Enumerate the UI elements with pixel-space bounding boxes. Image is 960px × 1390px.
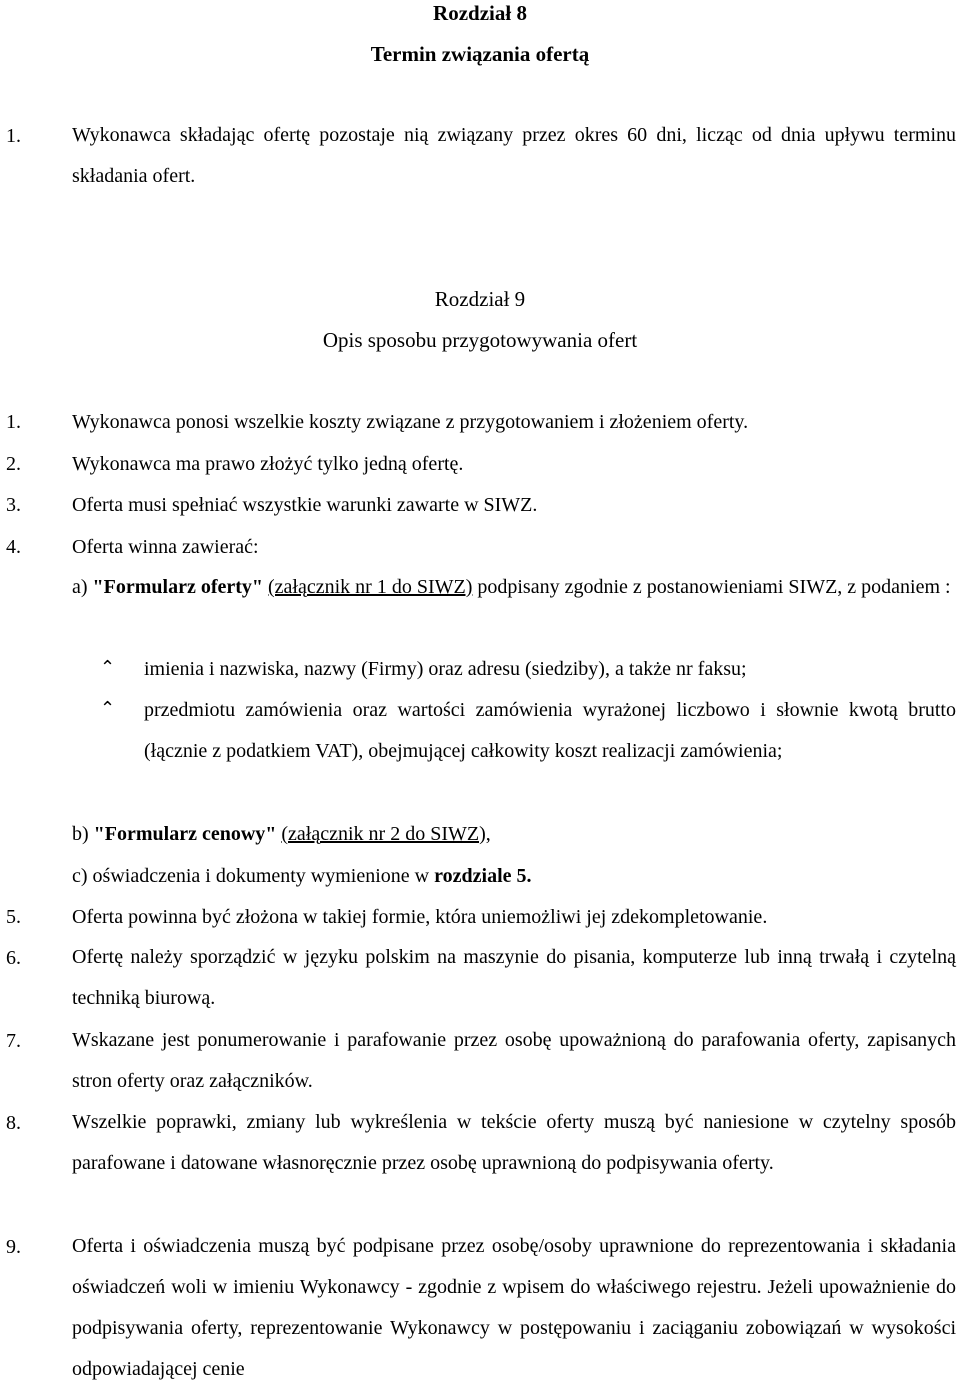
ch9-item-1-text: Wykonawca ponosi wszelkie koszty związane z przygotowaniem i złożeniem oferty. — [72, 411, 749, 433]
ch9-item-3-number: 3. — [6, 494, 21, 516]
chapter-9-title: Rozdział 9 — [434, 287, 526, 311]
formularz-cenowy-label: "Formularz cenowy" — [93, 823, 277, 845]
ch9-item-8-number: 8. — [6, 1112, 21, 1134]
ch9-item-2-number: 2. — [6, 453, 21, 475]
ch8-item-1-text: Wykonawca składając ofertę pozostaje nią związany przez okres 60 dni, licząc od dnia upływu terminu składania ofert. — [72, 124, 956, 187]
ch9-item-8-text: Wszelkie poprawki, zmiany lub wykreślenia w tekście oferty muszą być naniesione w czytelny sposób parafowane i datowane własnoręcznie przez osobę uprawnioną do podpisywania oferty. — [72, 1111, 956, 1174]
point-b-prefix: b) — [72, 823, 94, 845]
ch9-item-1-number: 1. — [6, 411, 21, 433]
ch9-item-4-point-a — [72, 567, 956, 608]
point-a-prefix: a) — [72, 576, 93, 598]
ch9-item-5-number: 5. — [6, 906, 21, 928]
point-a-rest: podpisany zgodnie z postanowieniami SIWZ, z podaniem : — [472, 576, 951, 598]
ch8-item-1-number: 1. — [6, 125, 21, 147]
ch9-item-2-text: Wykonawca ma prawo złożyć tylko jedną ofertę. — [72, 453, 464, 475]
attachment-1-reference: (załącznik nr 1 do SIWZ) — [268, 576, 473, 598]
ch9-item-3-text: Oferta musi spełniać wszystkie warunki zawarte w SIWZ. — [72, 494, 538, 516]
ch9-item-7-number: 7. — [6, 1030, 21, 1052]
ch9-item-5-text: Oferta powinna być złożona w takiej formie, która uniemożliwi jej zdekompletowanie. — [72, 906, 768, 928]
caret-up-icon: ⌃ — [100, 657, 116, 678]
attachment-2-reference: (załącznik nr 2 do SIWZ), — [281, 823, 491, 845]
chapter-9-subtitle: Opis sposobu przygotowywania ofert — [322, 328, 638, 352]
bullet-item-1-text: imienia i nazwiska, nazwy (Firmy) oraz adresu (siedziby), a także nr faksu; — [144, 658, 747, 680]
ch9-item-6-number: 6. — [6, 947, 21, 969]
chapter-8-subtitle: Termin związania ofertą — [370, 42, 590, 66]
bullet-item-2-text: przedmiotu zamówienia oraz wartości zamówienia wyrażonej liczbowo i słownie kwotą brutto (łącznie z podatkiem VAT), obejmującej całkowity koszt realizacji zamówienia; — [144, 699, 956, 762]
formularz-oferty-label: "Formularz oferty" — [92, 576, 264, 598]
ch9-item-4-point-b — [72, 822, 956, 846]
ch9-item-9-number: 9. — [6, 1236, 21, 1258]
ch9-item-4-text: Oferta winna zawierać: — [72, 536, 259, 558]
ch9-item-6-text: Ofertę należy sporządzić w języku polskim na maszynie do pisania, komputerze lub inną trwałą i czytelną techniką biurową. — [72, 946, 956, 1009]
ch9-item-4-number: 4. — [6, 536, 21, 558]
chapter-5-reference: rozdziale 5. — [434, 865, 532, 887]
ch9-item-9-text: Oferta i oświadczenia muszą być podpisane przez osobę/osoby uprawnione do reprezentowania i składania oświadczeń woli w imieniu Wykonawcy - zgodnie z wpisem do właściwego rejestru. Jeżeli upoważnienie do podpisywania oferty, reprezentowanie Wykonawcy w postępowaniu i zaciąganiu zobowiązań w wysokości odpowiadającej cenie — [72, 1235, 956, 1380]
point-c-prefix: c) oświadczenia i dokumenty wymienione w — [72, 865, 435, 887]
ch9-item-7-text: Wskazane jest ponumerowanie i parafowanie przez osobę upoważnioną do parafowania oferty, zapisanych stron oferty oraz załączników. — [72, 1029, 956, 1092]
chapter-8-title: Rozdział 8 — [433, 1, 527, 25]
caret-up-icon: ⌃ — [100, 698, 116, 719]
ch9-item-4-point-c — [72, 864, 956, 888]
